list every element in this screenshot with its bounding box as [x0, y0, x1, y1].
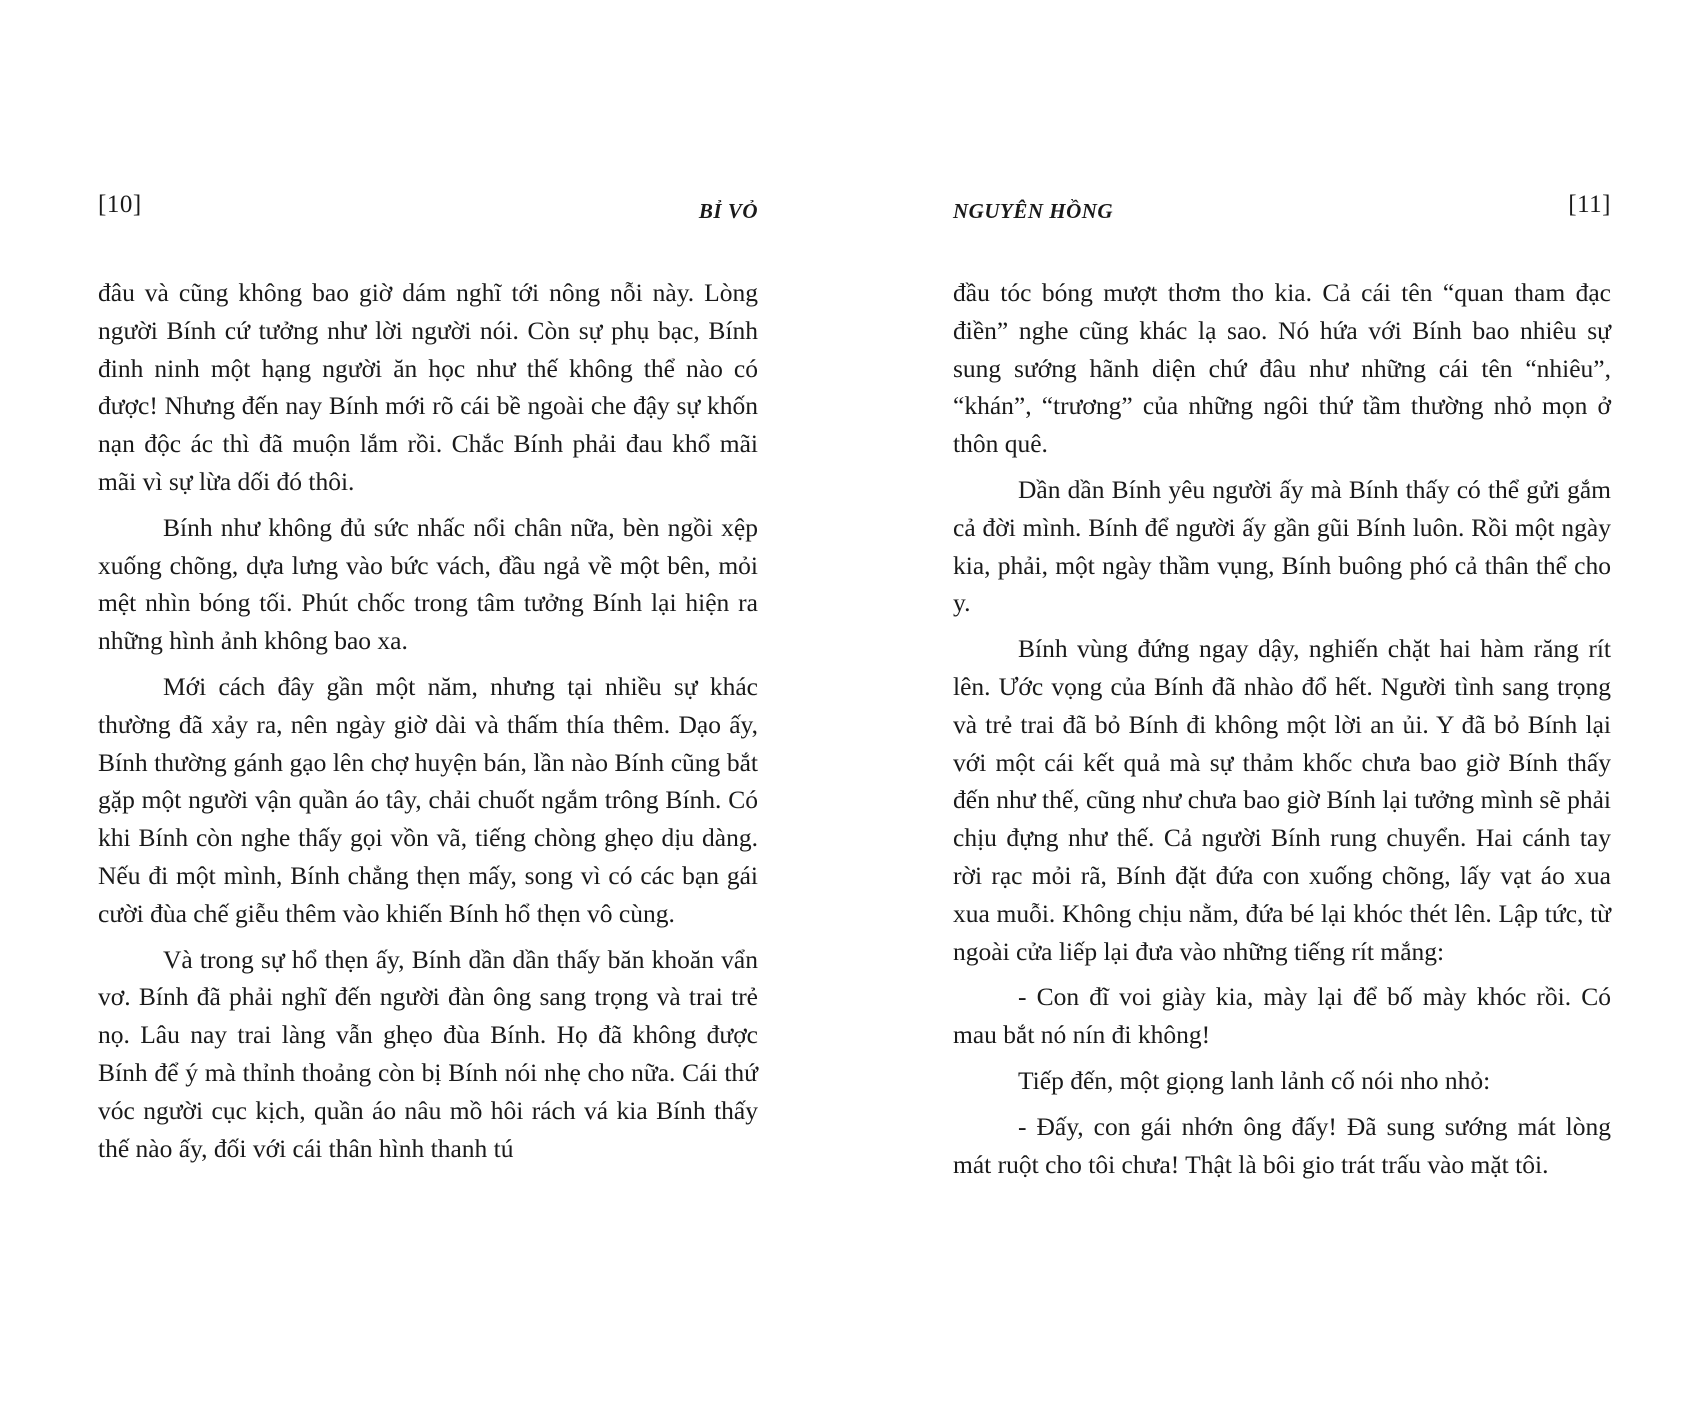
paragraph: Tiếp đến, một giọng lanh lảnh cố nói nho nhỏ:: [1018, 1065, 1491, 1095]
left-page-body: [98, 274, 758, 1167]
right-page: [953, 0, 1611, 1409]
dialogue-paragraph: - Đấy, con gái nhớn ông đấy! Đã sung sướng mát lòng mát ruột cho tôi chưa! Thật là bôi gio trát trấu vào mặt tôi.: [953, 1111, 1611, 1179]
left-page-header: [98, 190, 758, 230]
paragraph: Và trong sự hổ thẹn ấy, Bính dần dần thấy băn khoăn vẩn vơ. Bính đã phải nghĩ đến người đàn ông sang trọng và trai trẻ nọ. Lâu nay trai làng vẫn ghẹo đùa Bính. Họ đã không được Bính để ý mà thỉnh thoảng còn bị Bính nói nhẹ cho nữa. Cái thứ vóc người cục kịch, quần áo nâu mồ hôi rách vá kia Bính thấy thế nào ấy, đối với cái thân hình thanh tú: [98, 944, 758, 1163]
paragraph: Bính như không đủ sức nhấc nổi chân nữa, bèn ngồi xệp xuống chõng, dựa lưng vào bức vách, đầu ngả về một bên, mỏi mệt nhìn bóng tối. Phút chốc trong tâm tưởng Bính lại hiện ra những hình ảnh không bao xa.: [98, 512, 758, 656]
right-page-header: [953, 190, 1611, 230]
dialogue-paragraph: - Con đĩ voi giày kia, mày lại để bố mày khóc rồi. Có mau bắt nó nín đi không!: [953, 982, 1611, 1050]
page-number: [11]: [1568, 191, 1611, 218]
right-page-body: [953, 274, 1611, 1183]
paragraph: Dần dần Bính yêu người ấy mà Bính thấy có thể gửi gắm cả đời mình. Bính để người ấy gần gũi Bính luôn. Rồi một ngày kia, phải, một ngày thầm vụng, Bính buông phó cả thân thể cho y.: [953, 474, 1611, 618]
paragraph: đâu và cũng không bao giờ dám nghĩ tới nông nỗi này. Lòng người Bính cứ tưởng như lời người nói. Còn sự phụ bạc, Bính đinh ninh một hạng người ăn học như thế không thể nào có được! Nhưng đến nay Bính mới rõ cái bề ngoài che đậy sự khốn nạn độc ác thì đã muộn lắm rồi. Chắc Bính phải đau khổ mãi mãi vì sự lừa dối đó thôi.: [98, 278, 758, 496]
left-page: [98, 0, 758, 1409]
running-title-author: NGUYÊN HỒNG: [953, 199, 1114, 223]
page-number: [10]: [98, 191, 142, 218]
running-title-book: BỈ VỎ: [698, 199, 758, 223]
paragraph: đầu tóc bóng mượt thơm tho kia. Cả cái tên “quan tham đạc điền” nghe cũng khác lạ sao. Nó hứa với Bính bao nhiêu sự sung sướng hãnh diện chứ đâu như những cái tên “nhiêu”, “khán”, “trương” của những ngôi thứ tầm thường nhỏ mọn ở thôn quê.: [953, 278, 1611, 459]
paragraph: Bính vùng đứng ngay dậy, nghiến chặt hai hàm răng rít lên. Ước vọng của Bính đã nhào đổ hết. Người tình sang trọng và trẻ trai đã bỏ Bính đi không một lời an ủi. Y đã bỏ Bính lại với một cái kết quả mà sự thảm khốc chưa bao giờ Bính thấy đến như thế, cũng như chưa bao giờ Bính lại tưởng mình sẽ phải chịu đựng như thế. Cả người Bính rung chuyển. Hai cánh tay rời rạc mỏi rã, Bính đặt đứa con xuống chõng, lấy vạt áo xua xua muỗi. Không chịu nằm, đứa bé lại khóc thét lên. Lập tức, từ ngoài cửa liếp lại đưa vào những tiếng rít mắng:: [953, 634, 1611, 966]
paragraph: Mới cách đây gần một năm, nhưng tại nhiều sự khác thường đã xảy ra, nên ngày giờ dài và thấm thía thêm. Dạo ấy, Bính thường gánh gạo lên chợ huyện bán, lần nào Bính cũng bắt gặp một người vận quần áo tây, chải chuốt ngắm trông Bính. Có khi Bính còn nghe thấy gọi vồn vã, tiếng chòng ghẹo dịu dàng. Nếu đi một mình, Bính chẳng thẹn mấy, song vì có các bạn gái cười đùa chế giễu thêm vào khiến Bính hổ thẹn vô cùng.: [98, 671, 758, 928]
